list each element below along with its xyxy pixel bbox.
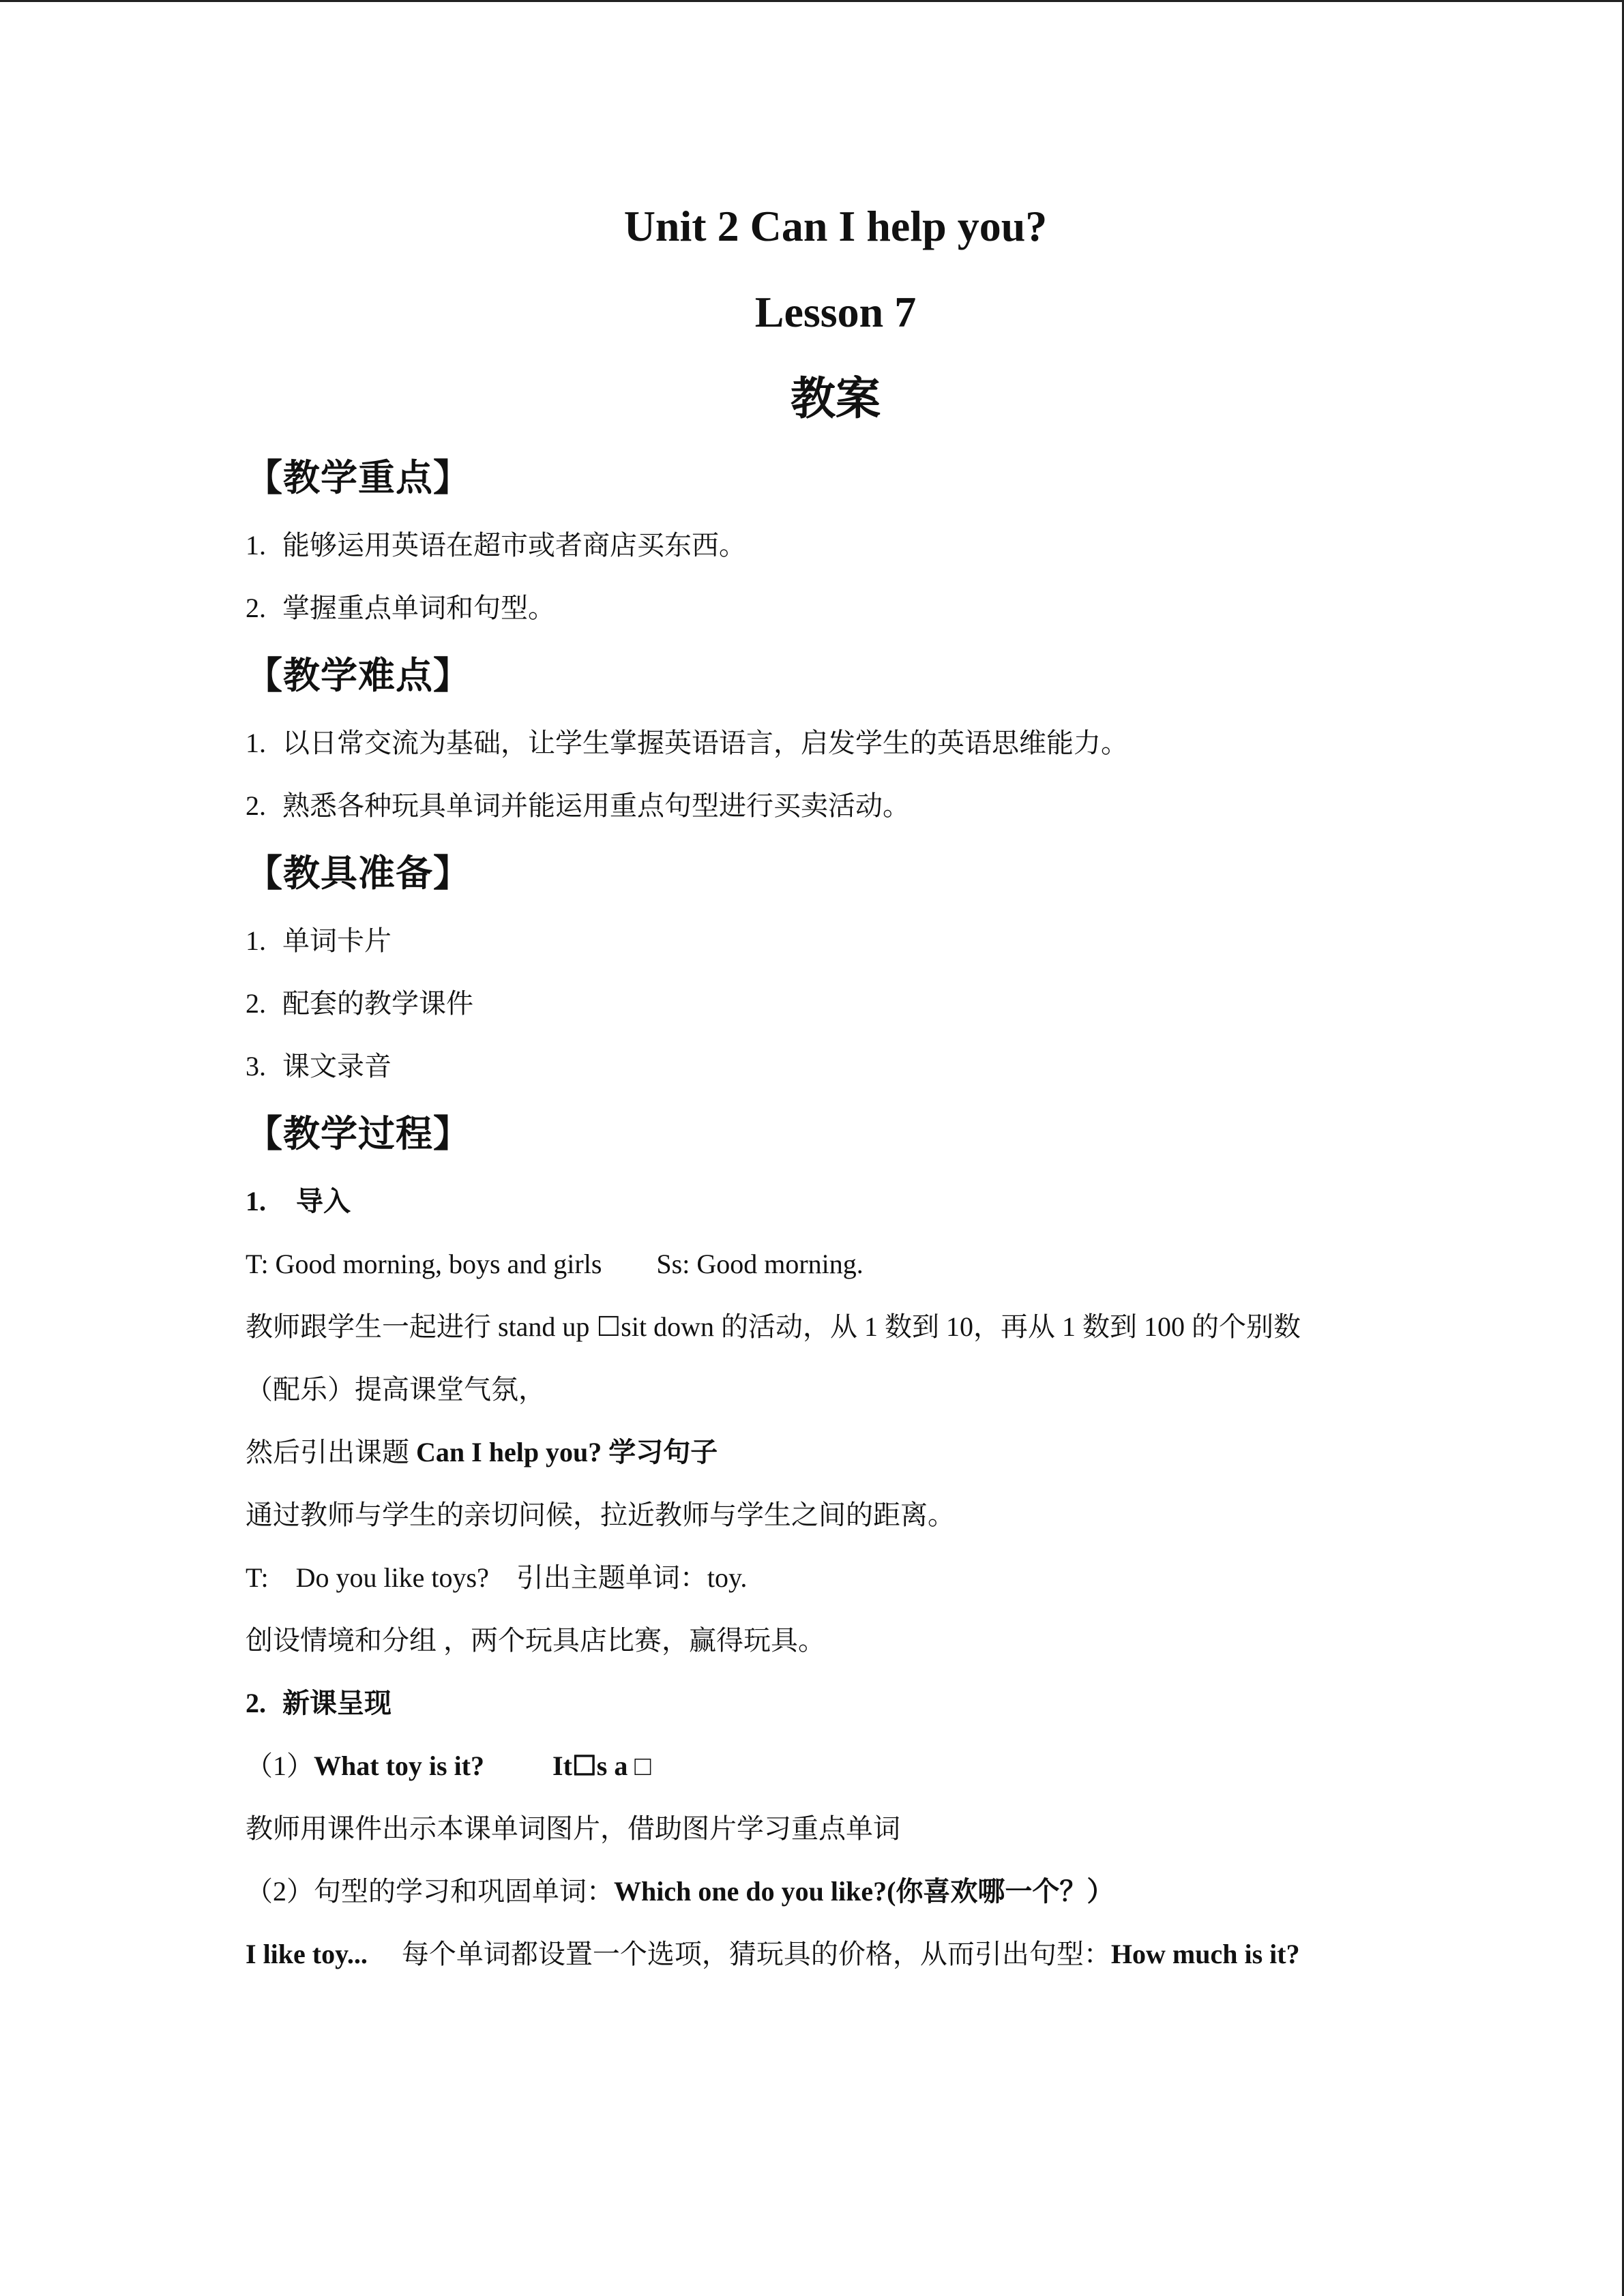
doc-title-lesson: Lesson 7	[754, 288, 917, 336]
students-line: Ss: Good morning.	[656, 1249, 863, 1279]
text-run: 然后引出课题	[246, 1437, 416, 1467]
section-heading-key-points: 【教学重点】	[246, 456, 471, 499]
text-run: （1）	[246, 1750, 314, 1781]
document-body	[246, 202, 1378, 2003]
text-run-bold: Can I help you? 学习句子	[416, 1437, 718, 1467]
list-item-text: 以日常交流为基础，让学生掌握英语语言，启发学生的英语思维能力。	[282, 728, 1128, 758]
page-border-top	[0, 0, 1624, 2]
paragraph-line	[246, 1878, 1378, 1905]
text-run: 引出主题单词：toy.	[516, 1562, 748, 1593]
text-run-bold: How much is it?	[1110, 1939, 1300, 1969]
list-item: 1. 以日常交流为基础，让学生掌握英语语言，启发学生的英语思维能力。	[246, 728, 1128, 758]
question-text: Do you like toys?	[295, 1562, 489, 1593]
step-heading-new-lesson	[246, 1690, 1378, 1717]
doc-title-plan: 教案	[791, 372, 881, 425]
paragraph-line	[246, 1941, 1378, 1968]
section-heading-process: 【教学过程】	[246, 1112, 471, 1155]
step-title: 导入	[296, 1186, 351, 1217]
step-title: 新课呈现	[282, 1688, 392, 1719]
paragraph-line: （配乐）提高课堂气氛，	[246, 1374, 546, 1405]
step-number: 1.	[246, 1186, 266, 1217]
paragraph-line: 教师用课件出示本课单词图片，借助图片学习重点单词	[246, 1813, 900, 1844]
list-item: 3. 课文录音	[246, 1051, 392, 1082]
speaker-label: T:	[246, 1562, 269, 1593]
section-heading-difficulties: 【教学难点】	[246, 654, 471, 697]
text-run-bold: Which one do you like?(你喜欢哪一个？）	[614, 1876, 1114, 1907]
list-item-text: 课文录音	[282, 1051, 392, 1082]
paragraph-line: 通过教师与学生的亲切问候，拉近教师与学生之间的距离。	[246, 1500, 955, 1530]
dialogue-line	[246, 1251, 1378, 1278]
paragraph-line: 教师跟学生一起进行 stand up ☐sit down 的活动，从 1 数到 10，再从 1 数到 100 的个别数	[246, 1311, 1301, 1342]
list-item-text: 配套的教学课件	[282, 988, 473, 1019]
step-heading-intro	[246, 1188, 1378, 1215]
text-run: 每个单词都设置一个选项，猜玩具的价格，从而引出句型：	[401, 1939, 1111, 1969]
list-item-text: 掌握重点单词和句型。	[282, 593, 555, 623]
list-item-text: 能够运用英语在超市或者商店买东西。	[282, 530, 746, 561]
list-item: 1. 单词卡片	[246, 925, 392, 956]
text-run: （2）句型的学习和巩固单词：	[246, 1876, 614, 1907]
text-run-bold: What toy is it?	[314, 1750, 484, 1781]
list-item: 2. 掌握重点单词和句型。	[246, 593, 555, 623]
paragraph-line	[246, 1750, 1378, 1781]
list-item: 2. 熟悉各种玩具单词并能运用重点句型进行买卖活动。	[246, 790, 910, 821]
step-number: 2.	[246, 1688, 266, 1718]
dialogue-line	[246, 1564, 1378, 1592]
paragraph-line: 创设情境和分组 ，两个玩具店比赛，赢得玩具。	[246, 1625, 825, 1656]
list-item-text: 熟悉各种玩具单词并能运用重点句型进行买卖活动。	[282, 790, 910, 821]
list-item: 2. 配套的教学课件	[246, 988, 473, 1019]
doc-title-unit: Unit 2 Can I help you?	[623, 202, 1048, 250]
section-heading-materials: 【教具准备】	[246, 852, 471, 895]
list-item-text: 单词卡片	[282, 925, 392, 956]
text-run-bold: It☐s a □	[552, 1750, 651, 1781]
paragraph-line	[246, 1439, 1378, 1466]
list-item: 1. 能够运用英语在超市或者商店买东西。	[246, 530, 746, 561]
teacher-line: T: Good morning, boys and girls	[246, 1249, 602, 1279]
text-run-bold: I like toy...	[246, 1939, 368, 1969]
